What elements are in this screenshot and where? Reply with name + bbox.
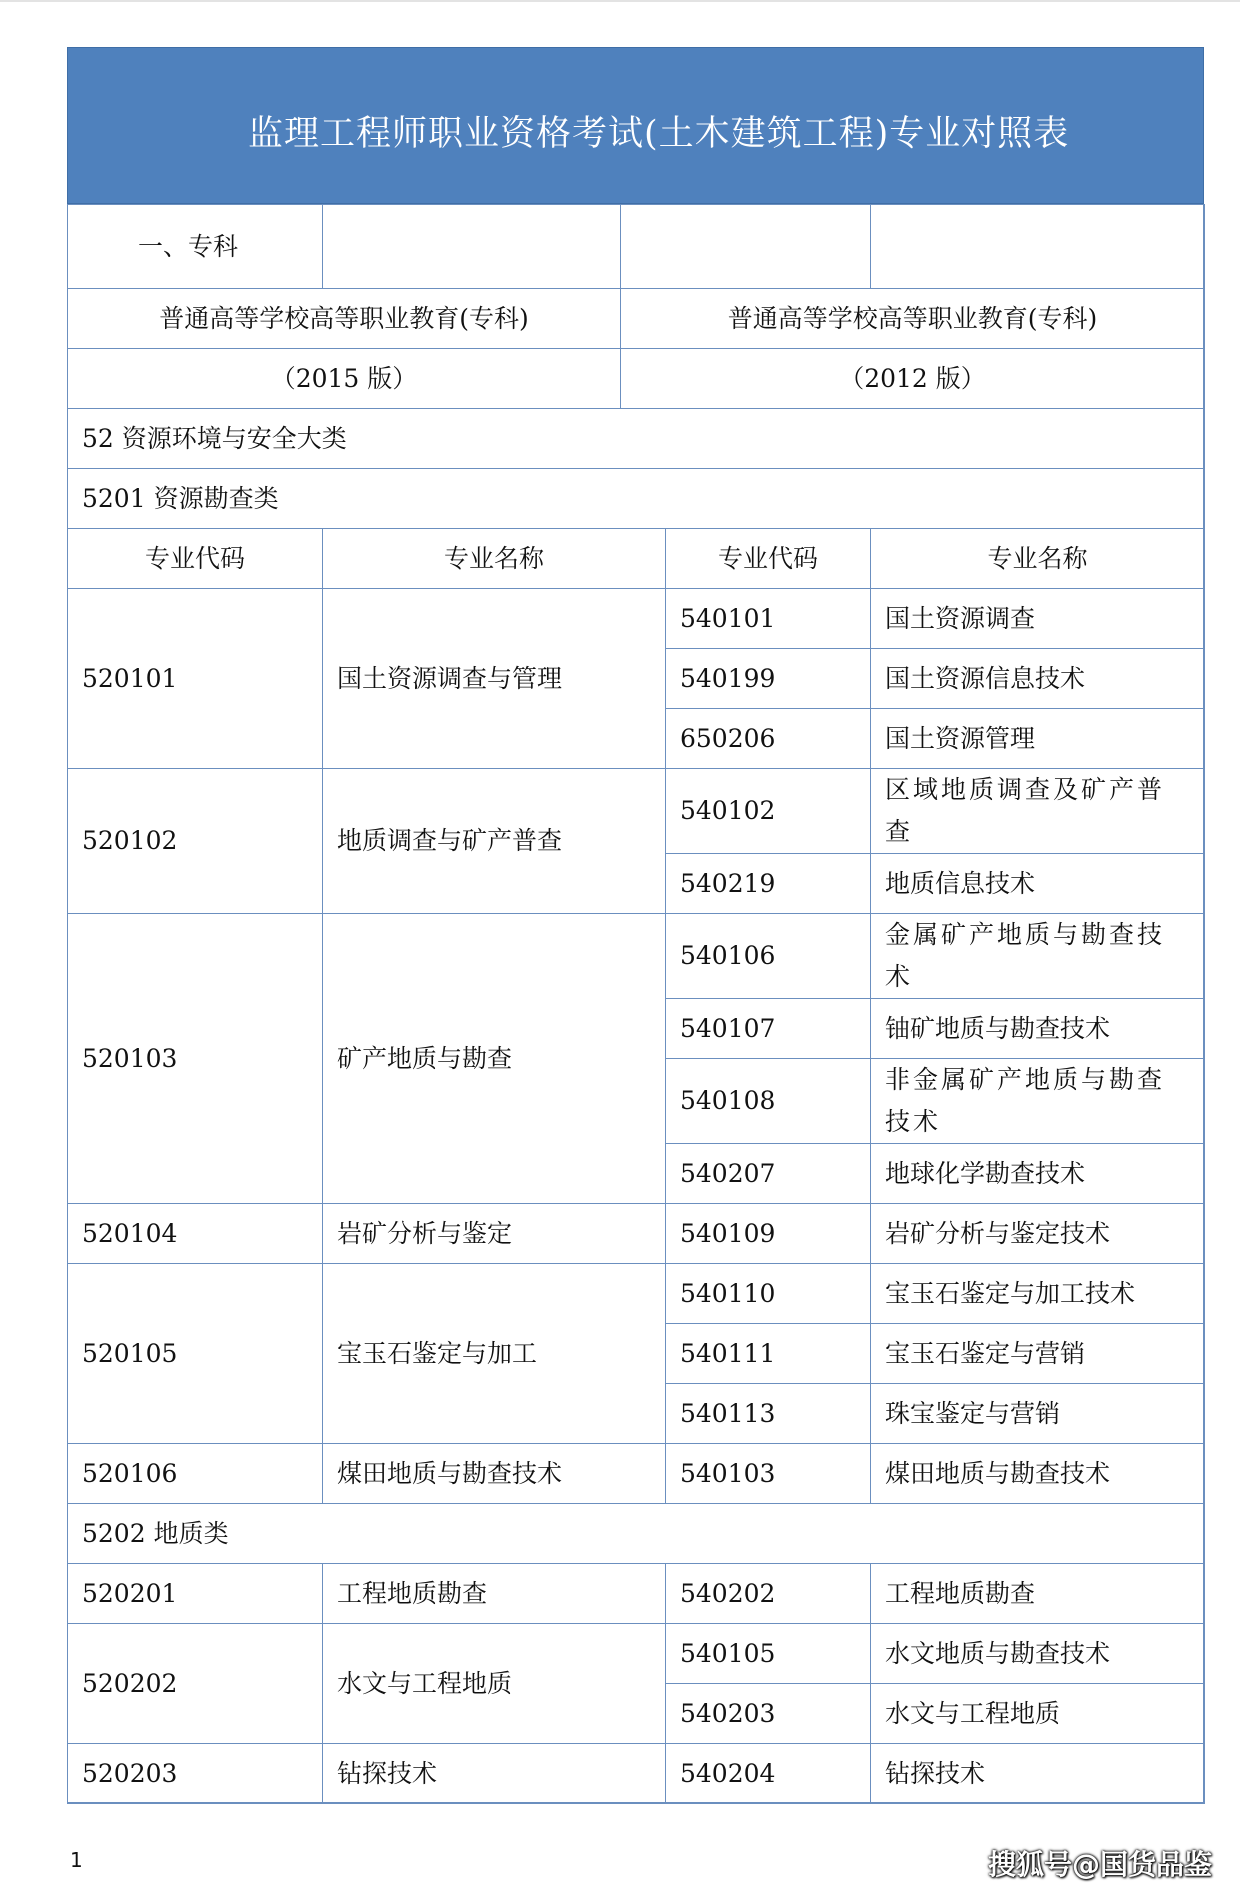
old-major-name: 岩矿分析与鉴定技术 (870, 1203, 1204, 1263)
new-major-name: 水文与工程地质 (322, 1623, 665, 1743)
subcategory-row: 5202 地质类 (67, 1503, 1204, 1563)
top-border (0, 0, 1240, 2)
old-major-code: 540113 (665, 1383, 870, 1443)
old-major-code: 540219 (665, 853, 870, 913)
column-header: 专业代码 (67, 528, 322, 588)
old-major-name: 区域地质调查及矿产普查 (870, 768, 1204, 853)
old-major-name: 国土资源调查 (870, 588, 1204, 648)
major-category-row: 52 资源环境与安全大类 (67, 408, 1204, 468)
new-major-name: 钻探技术 (322, 1743, 665, 1803)
old-major-name: 国土资源管理 (870, 708, 1204, 768)
old-major-code: 540109 (665, 1203, 870, 1263)
column-header: 专业名称 (322, 528, 665, 588)
new-major-name: 矿产地质与勘查 (322, 913, 665, 1203)
empty-cell (870, 204, 1204, 288)
page-number: 1 (70, 1848, 83, 1872)
right-standard-edition: （2012 版） (620, 348, 1204, 408)
old-major-name: 地质信息技术 (870, 853, 1204, 913)
subcategory-row: 5201 资源勘查类 (67, 468, 1204, 528)
document-title: 监理工程师职业资格考试(土木建筑工程)专业对照表 (248, 114, 1070, 154)
column-header: 专业名称 (870, 528, 1204, 588)
title-banner (67, 47, 1204, 204)
old-major-name: 水文地质与勘查技术 (870, 1623, 1204, 1683)
old-major-name: 宝玉石鉴定与营销 (870, 1323, 1204, 1383)
new-major-code: 520105 (67, 1263, 322, 1443)
old-major-name: 非金属矿产地质与勘查技术 (870, 1058, 1204, 1143)
old-major-name: 煤田地质与勘查技术 (870, 1443, 1204, 1503)
new-major-code: 520106 (67, 1443, 322, 1503)
left-standard-name: 普通高等学校高等职业教育(专科) (67, 288, 620, 348)
table-left-border (67, 204, 68, 1803)
new-major-code: 520203 (67, 1743, 322, 1803)
old-major-code: 540103 (665, 1443, 870, 1503)
old-major-code: 540102 (665, 768, 870, 853)
old-major-name: 国土资源信息技术 (870, 648, 1204, 708)
new-major-code: 520102 (67, 768, 322, 913)
table-right-border (1203, 204, 1205, 1803)
old-major-code: 540108 (665, 1058, 870, 1143)
new-major-code: 520101 (67, 588, 322, 768)
old-major-name: 水文与工程地质 (870, 1683, 1204, 1743)
new-major-name: 岩矿分析与鉴定 (322, 1203, 665, 1263)
old-major-name: 金属矿产地质与勘查技术 (870, 913, 1204, 998)
watermark: 搜狐号@国货品鉴 (987, 1848, 1212, 1881)
old-major-code: 540207 (665, 1143, 870, 1203)
column-header: 专业代码 (665, 528, 870, 588)
left-standard-edition: （2015 版） (67, 348, 620, 408)
old-major-code: 540203 (665, 1683, 870, 1743)
old-major-code: 540107 (665, 998, 870, 1058)
new-major-code: 520202 (67, 1623, 322, 1743)
old-major-code: 540202 (665, 1563, 870, 1623)
old-major-name: 宝玉石鉴定与加工技术 (870, 1263, 1204, 1323)
right-standard-name: 普通高等学校高等职业教育(专科) (620, 288, 1204, 348)
old-major-name: 钻探技术 (870, 1743, 1204, 1803)
old-major-code: 540101 (665, 588, 870, 648)
new-major-name: 煤田地质与勘查技术 (322, 1443, 665, 1503)
new-major-code: 520201 (67, 1563, 322, 1623)
new-major-code: 520104 (67, 1203, 322, 1263)
old-major-code: 540106 (665, 913, 870, 998)
table-bottom-border (67, 1802, 1205, 1804)
old-major-code: 540199 (665, 648, 870, 708)
new-major-name: 地质调查与矿产普查 (322, 768, 665, 913)
old-major-code: 650206 (665, 708, 870, 768)
section-label: 一、专科 (67, 204, 322, 288)
new-major-name: 国土资源调查与管理 (322, 588, 665, 768)
empty-cell (322, 204, 620, 288)
old-major-name: 地球化学勘查技术 (870, 1143, 1204, 1203)
old-major-name: 珠宝鉴定与营销 (870, 1383, 1204, 1443)
old-major-code: 540204 (665, 1743, 870, 1803)
old-major-name: 铀矿地质与勘查技术 (870, 998, 1204, 1058)
old-major-code: 540105 (665, 1623, 870, 1683)
new-major-name: 宝玉石鉴定与加工 (322, 1263, 665, 1443)
empty-cell (620, 204, 870, 288)
new-major-name: 工程地质勘查 (322, 1563, 665, 1623)
new-major-code: 520103 (67, 913, 322, 1203)
old-major-name: 工程地质勘查 (870, 1563, 1204, 1623)
old-major-code: 540111 (665, 1323, 870, 1383)
old-major-code: 540110 (665, 1263, 870, 1323)
